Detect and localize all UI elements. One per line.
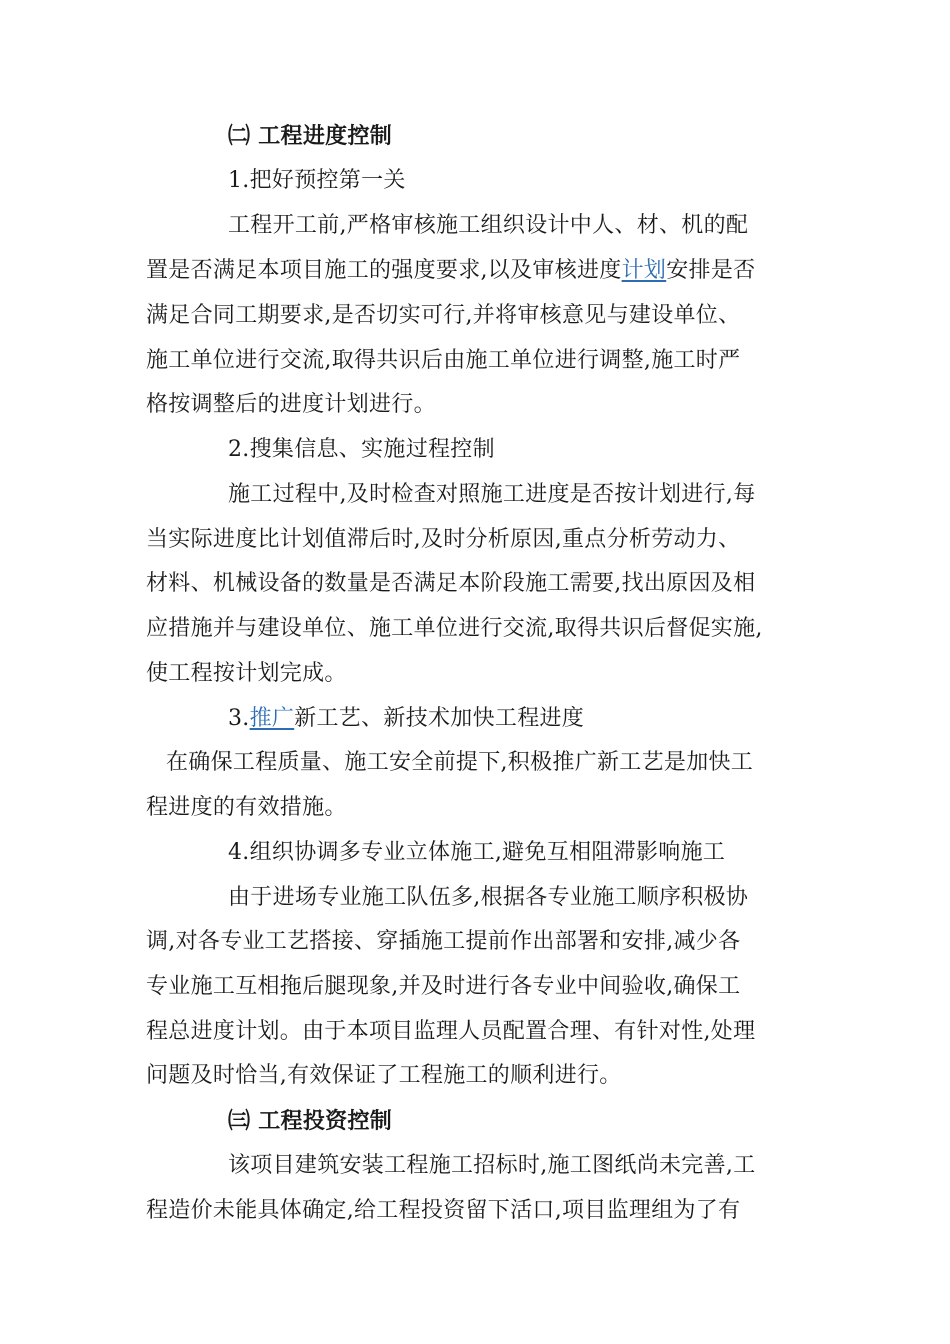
section-heading-investment-control: ㈢ 工程投资控制 [228, 1108, 393, 1134]
item-1-line-2-text-a: 置是否满足本项目施工的强度要求,以及审核进度 [146, 258, 622, 283]
item-2-paragraph-line-2: 当实际进度比计划值滞后时,及时分析原因,重点分析劳动力、 [146, 527, 741, 552]
item-4-title: 4.组织协调多专业立体施工,避免互相阻滞影响施工 [228, 840, 726, 865]
promote-link[interactable]: 推广 [249, 706, 295, 731]
item-4-paragraph-line-2: 调,对各专业工艺搭接、穿插施工提前作出部署和安排,减少各 [146, 929, 741, 954]
item-1-paragraph-line-2 [146, 256, 755, 286]
section-heading-progress-control: ㈡ 工程进度控制 [228, 123, 393, 149]
item-2-paragraph-line-3: 材料、机械设备的数量是否满足本阶段施工需要,找出原因及相 [146, 571, 756, 596]
item-4-paragraph-line-1: 由于进场专业施工队伍多,根据各专业施工顺序积极协 [228, 885, 749, 910]
section-3-paragraph-line-2: 程造价未能具体确定,给工程投资留下活口,项目监理组为了有 [146, 1198, 741, 1223]
item-3-title-suffix: 新工艺、新技术加快工程进度 [294, 706, 585, 731]
item-2-title: 2.搜集信息、实施过程控制 [228, 437, 495, 462]
item-1-paragraph-line-3: 满足合同工期要求,是否切实可行,并将审核意见与建设单位、 [146, 303, 741, 328]
item-2-paragraph-line-5: 使工程按计划完成。 [146, 661, 347, 686]
item-1-line-2-text-b: 安排是否 [666, 258, 756, 283]
item-1-paragraph-line-1: 工程开工前,严格审核施工组织设计中人、材、机的配 [228, 213, 749, 238]
section-3-paragraph-line-1: 该项目建筑安装工程施工招标时,施工图纸尚未完善,工 [228, 1153, 756, 1178]
item-3-paragraph-line-2: 程进度的有效措施。 [146, 795, 347, 820]
plan-link[interactable]: 计划 [621, 258, 667, 283]
item-4-paragraph-line-5: 问题及时恰当,有效保证了工程施工的顺利进行。 [146, 1063, 622, 1088]
item-4-paragraph-line-4: 程总进度计划。由于本项目监理人员配置合理、有针对性,处理 [146, 1019, 756, 1044]
item-3-title-prefix: 3. [228, 706, 250, 731]
item-3-paragraph-line-1: 在确保工程质量、施工安全前提下,积极推广新工艺是加快工 [166, 750, 754, 775]
item-1-paragraph-line-5: 格按调整后的进度计划进行。 [146, 392, 436, 417]
item-3-title [228, 704, 584, 734]
item-2-paragraph-line-4: 应措施并与建设单位、施工单位进行交流,取得共识后督促实施, [146, 616, 763, 641]
item-1-title: 1.把好预控第一关 [228, 168, 406, 193]
item-4-paragraph-line-3: 专业施工互相拖后腿现象,并及时进行各专业中间验收,确保工 [146, 974, 741, 999]
item-1-paragraph-line-4: 施工单位进行交流,取得共识后由施工单位进行调整,施工时严 [146, 348, 741, 373]
item-2-paragraph-line-1: 施工过程中,及时检查对照施工进度是否按计划进行,每 [228, 482, 756, 507]
